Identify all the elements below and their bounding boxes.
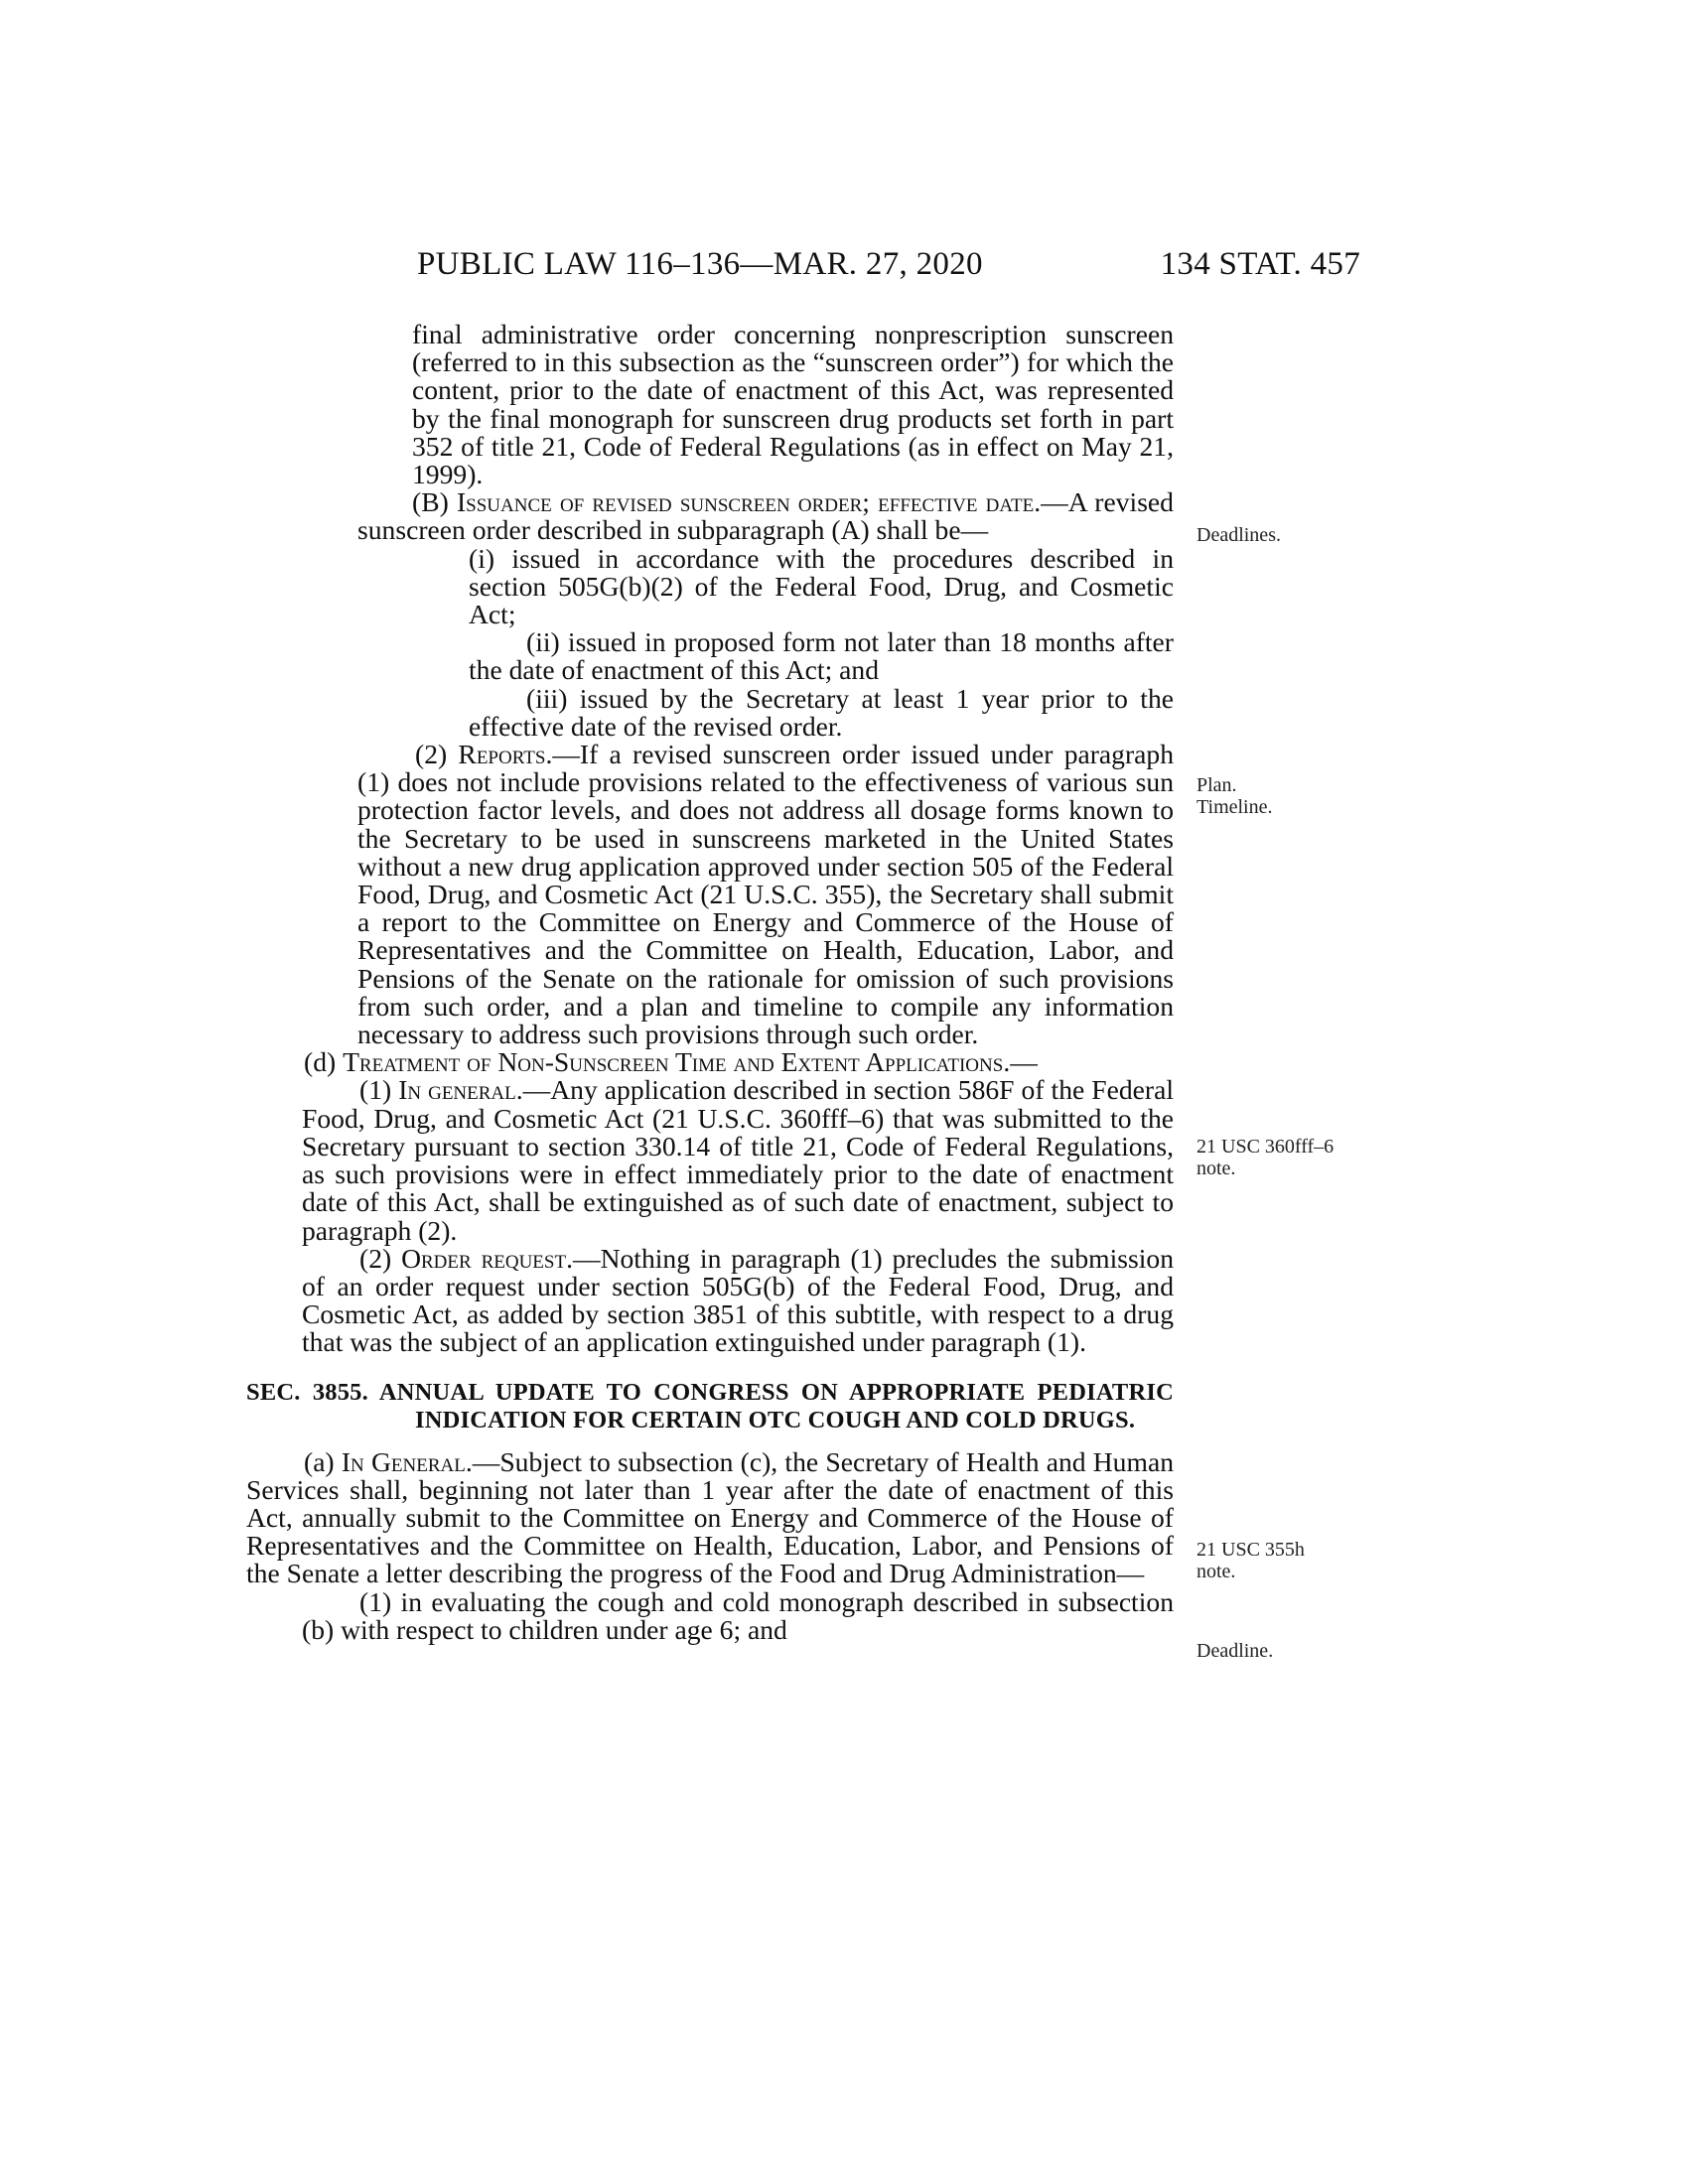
paragraph-a-1: (1) in evaluating the cough and cold monograph described in subsection (b) with respect to children under age 6; and: [302, 1585, 1174, 1645]
section-3855-heading: SEC. 3855. ANNUAL UPDATE TO CONGRESS ON APPROPRIATE PEDIATRIC INDICATION FOR CERTAIN OTC COUGH AND COLD DRUGS.: [246, 1378, 1174, 1433]
paragraph-d-2-order-request: (2) Order request.—Nothing in paragraph (1) precludes the submission of an order request under section 505G(b) of the Federal Food, Drug, and Cosmetic Act, as added by section 3851 of this subtitle, with respect to a drug that was the subject of an application extinguished under paragraph (1).: [302, 1242, 1174, 1358]
clause-b-ii: (ii) issued in proposed form not later than 18 months after the date of enactment of this Act; and: [469, 626, 1174, 686]
heading-order-request: Order request: [401, 1242, 567, 1274]
margin-note-note-355: note.: [1196, 1561, 1236, 1582]
heading-a-in-general: In General: [341, 1445, 466, 1477]
paragraph-b-issuance: (B) Issuance of revised sunscreen order; effective date.—A revised sunscreen order described in subparagraph (A) shall be—: [357, 486, 1174, 546]
paragraph-d-1-in-general: (1) In general.—Any application described in section 586F of the Federal Food, Drug, and Cosmetic Act (21 U.S.C. 360fff–6) that was submitted to the Secretary pursuant to section 330.14 of title 21, Code of Federal Regulations, as such provisions were in effect immediately prior to the date of enactment date of this Act, shall be extinguished as of such date of enactment, subject to paragraph (2).: [302, 1074, 1174, 1246]
paragraph-2-reports: (2) Reports.—If a revised sunscreen order issued under paragraph (1) does not include provisions related to the effectiveness of various sun protection factor levels, and does not address all dosage forms known to the Secretary to be used in sunscreens marketed in the United States without a new drug application approved under section 505 of the Federal Food, Drug, and Cosmetic Act (21 U.S.C. 355), the Secretary shall submit a report to the Committee on Energy and Commerce of the House of Representatives and the Committee on Health, Education, Labor, and Pensions of the Senate on the rationale for omission of such provisions from such order, and a plan and timeline to compile any information necessary to address such provisions through such order.: [357, 739, 1175, 1050]
heading-reports: Reports: [458, 739, 546, 770]
margin-note-plan: Plan.: [1196, 774, 1237, 796]
margin-note-usc-360fff-6: 21 USC 360fff–6: [1196, 1136, 1335, 1158]
margin-note-timeline: Timeline.: [1196, 796, 1273, 818]
margin-note-usc-355h: 21 USC 355h: [1196, 1539, 1305, 1561]
heading-issuance-of-revised-order: Issuance of revised sunscreen order; effective date: [456, 486, 1035, 518]
margin-note-deadlines: Deadlines.: [1196, 524, 1281, 546]
heading-treatment-of-non-sunscreen: Treatment of Non-Sunscreen Time and Extent Applications: [343, 1046, 1004, 1078]
subsection-a-in-general: (a) In General.—Subject to subsection (c), the Secretary of Health and Human Services shall, beginning not later than 1 year after the date of enactment of this Act, annually submit to the Committee on Energy and Commerce of the House of Representatives and the Committee on Health, Education, Labor, and Pensions of the Senate a letter describing the progress of the Food and Drug Administration—: [246, 1445, 1174, 1589]
statute-page-number: 134 STAT. 457: [1160, 246, 1360, 282]
public-law-citation: PUBLIC LAW 116–136—MAR. 27, 2020: [417, 246, 983, 282]
running-head: [417, 246, 1360, 290]
clause-b-i: (i) issued in accordance with the procedures described in section 505G(b)(2) of the Federal Food, Drug, and Cosmetic Act;: [469, 542, 1174, 630]
margin-note-note-360: note.: [1196, 1158, 1236, 1179]
heading-in-general: In general: [398, 1074, 516, 1106]
subsection-d-treatment: (d) Treatment of Non-Sunscreen Time and Extent Applications.—: [304, 1046, 1038, 1078]
paragraph-sunscreen-order-continued: final administrative order concerning nonprescription sunscreen (referred to in this subsection as the “sunscreen order”) for which the content, prior to the date of enactment of this Act, was represented by the final monograph for sunscreen drug products set forth in part 352 of title 21, Code of Federal Regulations (as in effect on May 21, 1999).: [412, 319, 1174, 490]
body-text: [246, 319, 1175, 1645]
clause-b-iii: (iii) issued by the Secretary at least 1 year prior to the effective date of the revised order.: [469, 682, 1174, 742]
margin-note-deadline: Deadline.: [1196, 1640, 1274, 1662]
